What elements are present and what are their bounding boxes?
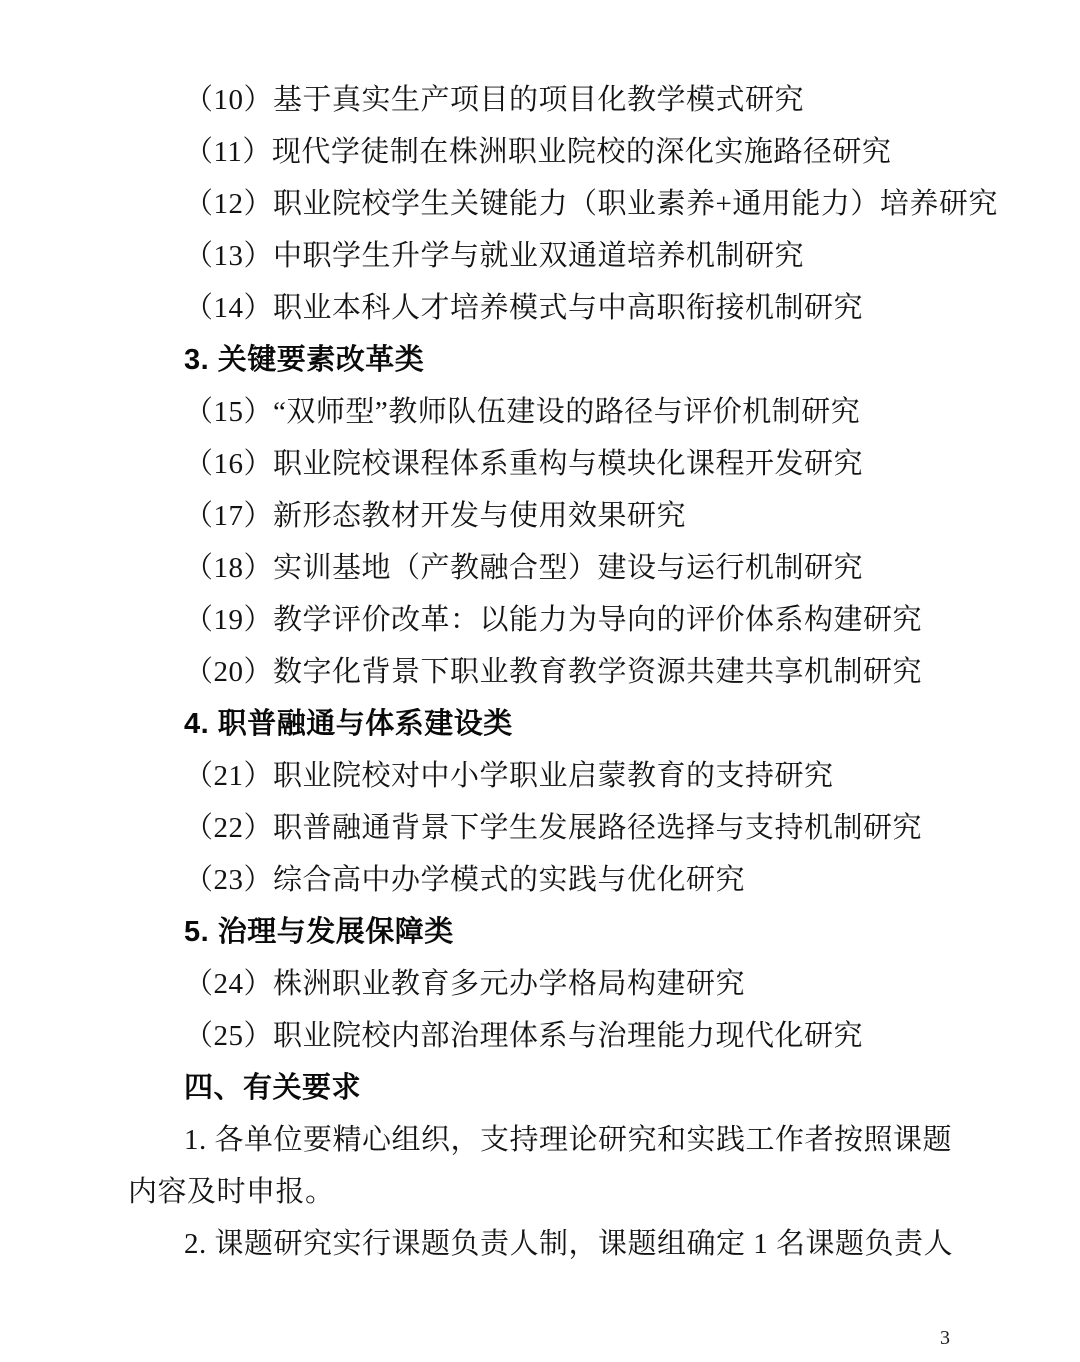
topic-item: （20）数字化背景下职业教育教学资源共建共享机制研究 [184,656,923,688]
section-heading: 四、有关要求 [184,1072,362,1104]
paragraph-continuation-line: 内容及时申报。 [128,1176,335,1208]
category-subheading: 5. 治理与发展保障类 [184,916,454,948]
topic-item: （21）职业院校对中小学职业启蒙教育的支持研究 [184,760,834,792]
paragraph-first-line: 1. 各单位要精心组织，支持理论研究和实践工作者按照课题 [184,1124,953,1156]
topic-item: （22）职普融通背景下学生发展路径选择与支持机制研究 [184,812,923,844]
paragraph-first-line: 2. 课题研究实行课题负责人制，课题组确定 1 名课题负责人 [184,1228,954,1260]
topic-item: （11）现代学徒制在株洲职业院校的深化实施路径研究 [184,136,892,168]
topic-item: （12）职业院校学生关键能力（职业素养+通用能力）培养研究 [184,188,998,220]
topic-item: （17）新形态教材开发与使用效果研究 [184,500,687,532]
category-subheading: 3. 关键要素改革类 [184,344,425,376]
topic-item: （13）中职学生升学与就业双通道培养机制研究 [184,240,805,272]
topic-item: （19）教学评价改革：以能力为导向的评价体系构建研究 [184,604,923,636]
topic-item: （18）实训基地（产教融合型）建设与运行机制研究 [184,552,864,584]
topic-item: （14）职业本科人才培养模式与中高职衔接机制研究 [184,292,864,324]
topic-item: （23）综合高中办学模式的实践与优化研究 [184,864,746,896]
category-subheading: 4. 职普融通与体系建设类 [184,708,513,740]
page-number: 3 [940,1327,950,1349]
topic-item: （24）株洲职业教育多元办学格局构建研究 [184,968,746,1000]
document-content [128,74,998,1270]
topic-item: （15）“双师型”教师队伍建设的路径与评价机制研究 [184,396,861,428]
topic-item: （25）职业院校内部治理体系与治理能力现代化研究 [184,1020,864,1052]
topic-item: （16）职业院校课程体系重构与模块化课程开发研究 [184,448,864,480]
topic-item: （10）基于真实生产项目的项目化教学模式研究 [184,84,805,116]
